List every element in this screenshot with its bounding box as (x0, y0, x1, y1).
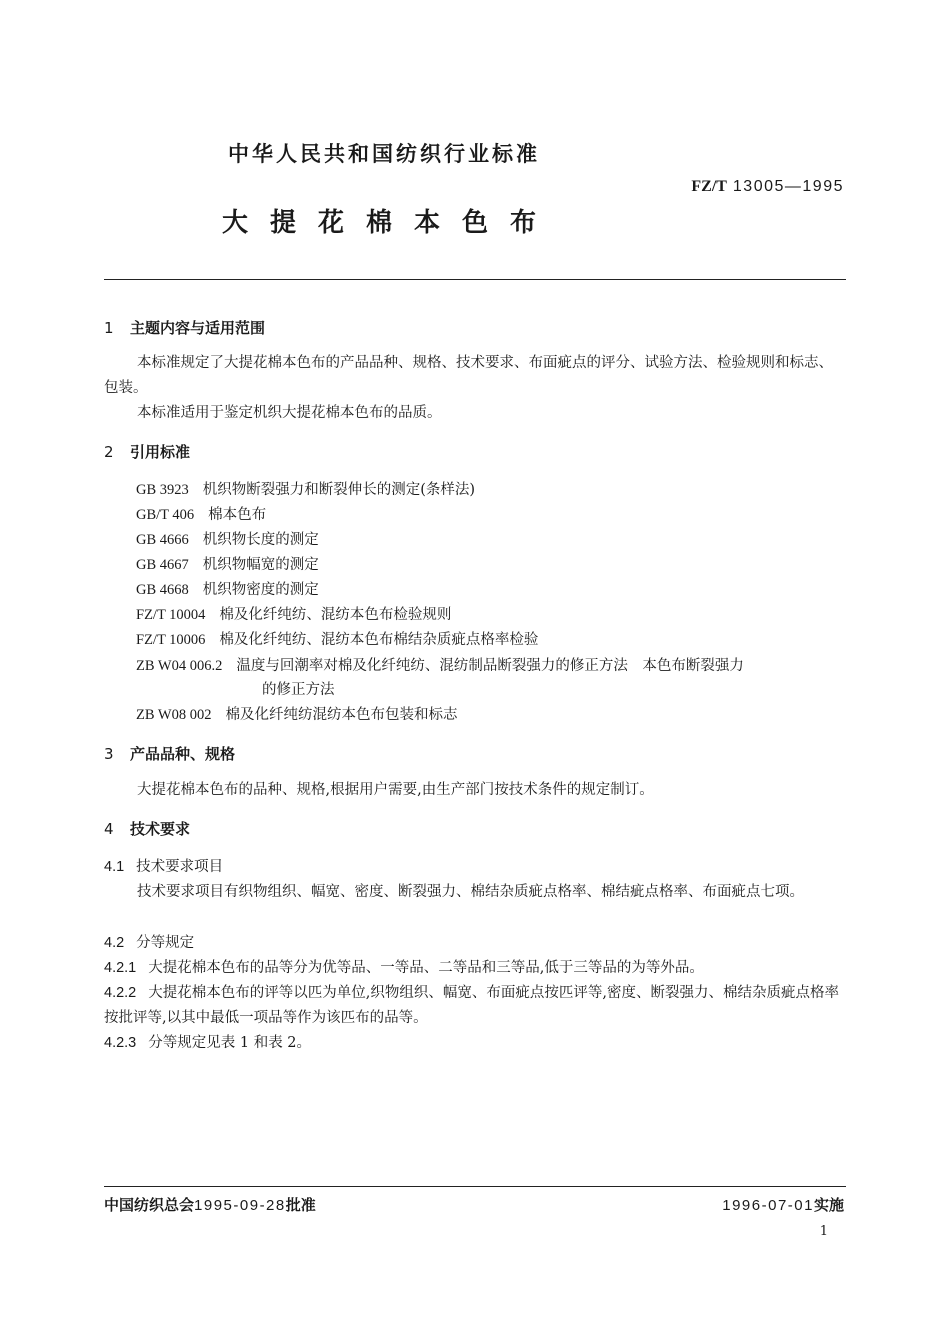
reference-code: FZ/T 10006 (136, 632, 206, 648)
section-number: 1 (104, 319, 114, 337)
document-title: 大提花棉本色布 (222, 208, 559, 238)
reference-code: GB 4667 (136, 557, 189, 573)
page-number: 1 (819, 1224, 828, 1239)
reference-item (136, 628, 538, 649)
subsection-title: 分等规定 (136, 935, 195, 951)
clause-4-2-1 (104, 956, 704, 977)
section-1-heading (104, 317, 265, 338)
reference-item (136, 603, 451, 624)
reference-text: 棉及化纤纯纺、混纺本色布检验规则 (219, 607, 452, 623)
section-1-paragraph-2: 本标准适用于鉴定机织大提花棉本色布的品质。 (137, 405, 442, 421)
section-number: 3 (104, 745, 114, 763)
reference-item (136, 578, 319, 599)
effective-label: 实施 (813, 1196, 844, 1214)
reference-code: FZ/T 10004 (136, 607, 206, 623)
section-3-heading (104, 743, 235, 764)
section-3-paragraph: 大提花棉本色布的品种、规格,根据用户需要,由生产部门按技术条件的规定制订。 (137, 782, 654, 798)
clause-4-2-3 (104, 1031, 311, 1052)
reference-item (136, 553, 319, 574)
reference-text: 棉及化纤纯纺、混纺本色布棉结杂质疵点格率检验 (219, 632, 539, 648)
reference-text: 机织物长度的测定 (202, 532, 319, 548)
effective-date: 1996-07-01 (722, 1197, 814, 1214)
clause-number: 4.2.1 (104, 960, 137, 976)
subsection-4-2-heading (104, 931, 194, 952)
reference-text: 温度与回潮率对棉及化纤纯纺、混纺制品断裂强力的修正方法 本色布断裂强力 (236, 658, 744, 674)
section-2-heading (104, 441, 190, 462)
approval-statement (104, 1194, 316, 1215)
section-title: 主题内容与适用范围 (130, 319, 266, 337)
reference-item (136, 703, 457, 724)
reference-text: 机织物断裂强力和断裂伸长的测定(条样法) (202, 482, 476, 498)
subsection-title: 技术要求项目 (136, 859, 224, 875)
approve-label: 批准 (285, 1196, 316, 1214)
standard-code-prefix: FZ/T (691, 178, 727, 195)
standard-code-number: 13005—1995 (732, 178, 844, 195)
reference-code: GB 4666 (136, 532, 189, 548)
reference-code: GB 4668 (136, 582, 189, 598)
subsection-4-1-heading (104, 855, 223, 876)
reference-item (136, 478, 475, 499)
header-divider (104, 279, 846, 280)
reference-text: 棉本色布 (208, 507, 267, 523)
reference-code: GB/T 406 (136, 507, 195, 523)
clause-text: 大提花棉本色布的品等分为优等品、一等品、二等品和三等品,低于三等品的为等外品。 (148, 960, 704, 976)
reference-item (136, 654, 744, 675)
section-title: 产品品种、规格 (130, 745, 236, 763)
subsection-number: 4.2 (104, 935, 125, 951)
section-title: 技术要求 (130, 820, 191, 838)
reference-text-continued: 的修正方法 (262, 682, 335, 698)
section-number: 4 (104, 820, 114, 838)
reference-item (136, 503, 266, 524)
subsection-4-1-paragraph: 技术要求项目有织物组织、幅宽、密度、断裂强力、棉结杂质疵点格率、棉结疵点格率、布面疵点七项。 (137, 884, 804, 900)
clause-text: 分等规定见表 1 和表 2。 (148, 1035, 312, 1051)
clause-text: 大提花棉本色布的评等以匹为单位,织物组织、幅宽、布面疵点按匹评等,密度、断裂强力、棉结杂质疵点格率按批评等,以其中最低一项品等作为该匹布的品等。 (104, 985, 839, 1026)
section-4-heading (104, 818, 190, 839)
reference-item (136, 528, 319, 549)
section-1-paragraph-1: 本标准规定了大提花棉本色布的产品品种、规格、技术要求、布面疵点的评分、试验方法、检验规则和标志、包装。 (104, 355, 833, 396)
reference-text: 棉及化纤纯纺混纺本色布包装和标志 (225, 707, 458, 723)
effective-statement (722, 1194, 844, 1215)
clause-4-2-2 (104, 981, 846, 1030)
footer-divider (104, 1186, 846, 1187)
clause-number: 4.2.3 (104, 1035, 137, 1051)
standard-category-title: 中华人民共和国纺织行业标准 (228, 142, 540, 166)
reference-text: 机织物密度的测定 (202, 582, 319, 598)
section-number: 2 (104, 443, 114, 461)
subsection-number: 4.1 (104, 859, 125, 875)
clause-number: 4.2.2 (104, 985, 137, 1001)
reference-code: ZB W08 002 (136, 707, 212, 723)
issuer: 中国纺织总会 (104, 1196, 195, 1214)
reference-text: 机织物幅宽的测定 (202, 557, 319, 573)
section-title: 引用标准 (130, 443, 191, 461)
approve-date: 1995-09-28 (194, 1197, 286, 1214)
reference-code: GB 3923 (136, 482, 189, 498)
standard-code (691, 178, 844, 196)
reference-code: ZB W04 006.2 (136, 658, 223, 674)
